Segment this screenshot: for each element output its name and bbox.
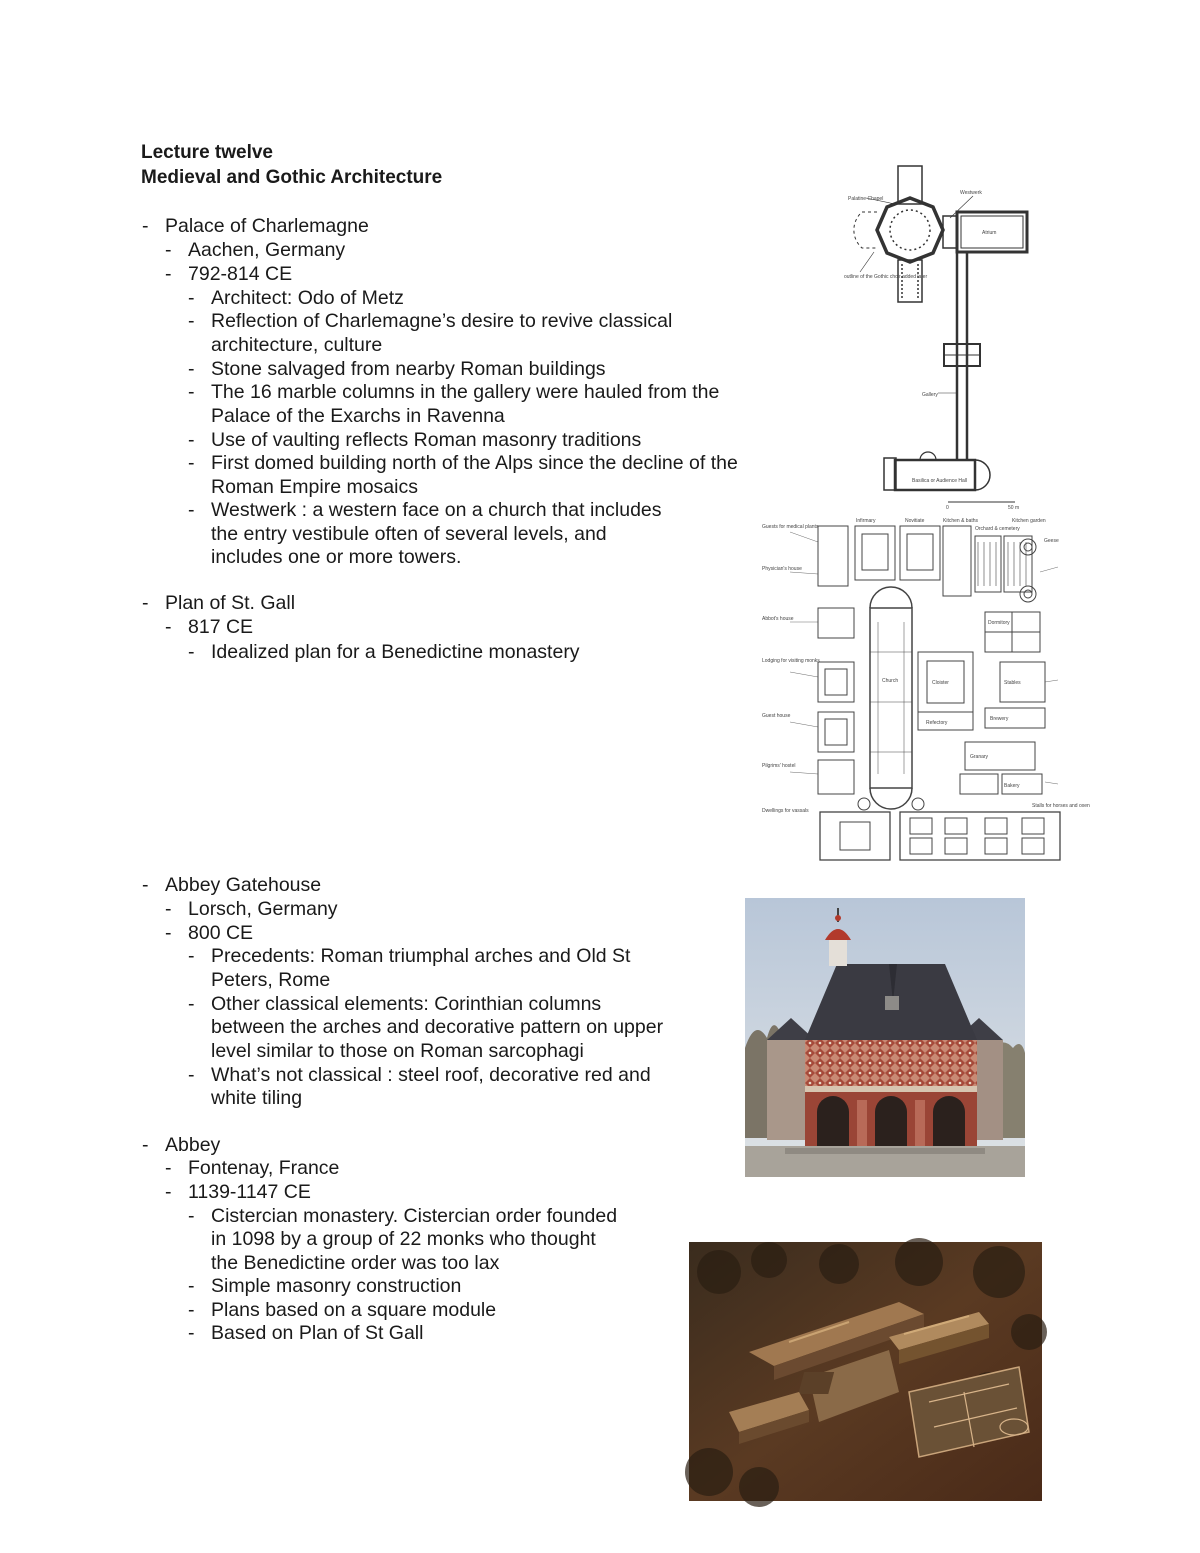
note-continuation: the Benedictine order was too lax	[211, 1252, 500, 1274]
plan-label: Basilica or Audience Hall	[912, 478, 968, 484]
note-continuation: the entry vestibule often of several levels, and	[211, 523, 607, 545]
section-date: - 1139-1147 CE	[165, 1181, 311, 1203]
lorsch-gatehouse-photo	[745, 898, 1025, 1177]
plan-label: Gallery	[922, 392, 938, 398]
plan-label: Guest house	[762, 713, 791, 719]
note-continuation: Peters, Rome	[211, 969, 331, 991]
plan-label: Dwellings for vassals	[762, 808, 809, 814]
plan-label: Orchard & cemetery	[975, 526, 1020, 532]
note-item: - The 16 marble columns in the gallery were hauled from the	[188, 381, 720, 403]
section-location: - Lorsch, Germany	[165, 898, 338, 920]
section-heading: - Abbey Gatehouse	[142, 874, 322, 896]
note-item: - Precedents: Roman triumphal arches and Old St	[188, 945, 631, 967]
note-item: - Simple masonry construction	[188, 1275, 462, 1297]
note-continuation: architecture, culture	[211, 334, 383, 356]
plan-label: Westwerk	[960, 190, 982, 196]
section-date: - 817 CE	[165, 616, 254, 638]
note-continuation: between the arches and decorative pattern on upper	[211, 1016, 664, 1038]
note-continuation: level similar to those on Roman sarcophagi	[211, 1040, 584, 1062]
note-item: - Other classical elements: Corinthian columns	[188, 993, 602, 1015]
plan-label: Geese	[1044, 538, 1059, 544]
plan-label: Abbot's house	[762, 616, 794, 622]
plan-label: Kitchen garden	[1012, 518, 1046, 524]
plan-label: Stables	[1004, 680, 1021, 686]
note-item: - Plans based on a square module	[188, 1299, 497, 1321]
plan-label: Novitiate	[905, 518, 925, 524]
note-item: - Reflection of Charlemagne’s desire to revive classical	[188, 310, 673, 332]
plan-label: 0	[946, 505, 949, 511]
note-continuation: in 1098 by a group of 22 monks who thought	[211, 1228, 596, 1250]
note-continuation: Roman Empire mosaics	[211, 476, 418, 498]
plan-label: Bakery	[1004, 783, 1020, 789]
plan-label: Refectory	[926, 720, 948, 726]
note-item: - Architect: Odo of Metz	[188, 287, 404, 309]
plan-label: Stalls for horses and oxen	[1032, 803, 1090, 809]
note-item: - Westwerk : a western face on a church that includes	[188, 499, 662, 521]
plan-label: Lodging for visiting monks	[762, 658, 820, 664]
note-item: - Cistercian monastery. Cistercian order founded	[188, 1205, 618, 1227]
note-item: - Stone salvaged from nearby Roman buildings	[188, 358, 606, 380]
section-date: - 800 CE	[165, 922, 254, 944]
note-item: - What’s not classical : steel roof, decorative red and	[188, 1064, 651, 1086]
note-continuation: Palace of the Exarchs in Ravenna	[211, 405, 505, 427]
plan-label: Guests for medical plants	[762, 524, 819, 530]
plan-label: Atrium	[982, 230, 997, 236]
plan-label: Dormitory	[988, 620, 1010, 626]
section-heading: - Palace of Charlemagne	[142, 215, 369, 237]
page-subtitle: Medieval and Gothic Architecture	[141, 167, 443, 188]
section-location: - Aachen, Germany	[165, 239, 346, 261]
note-continuation: includes one or more towers.	[211, 546, 462, 568]
aachen-palace-plan	[840, 160, 1050, 510]
section-heading: - Abbey	[142, 1134, 221, 1156]
plan-label: Brewery	[990, 716, 1009, 722]
plan-label: Cloister	[932, 680, 949, 686]
note-item: - Use of vaulting reflects Roman masonry traditions	[188, 429, 642, 451]
plan-label: Infirmary	[856, 518, 876, 524]
note-item: - Idealized plan for a Benedictine monastery	[188, 641, 580, 663]
note-item: - Based on Plan of St Gall	[188, 1322, 424, 1344]
section-location: - Fontenay, France	[165, 1157, 340, 1179]
plan-label: Kitchen & baths	[943, 518, 979, 524]
plan-label: Physician's house	[762, 566, 802, 572]
fontenay-aerial-photo	[689, 1242, 1042, 1501]
page-title: Lecture twelve	[141, 142, 273, 163]
plan-label: outline of the Gothic choir added later	[844, 274, 928, 280]
plan-label: Pilgrims' hostel	[762, 763, 796, 769]
plan-label: Granary	[970, 754, 989, 760]
note-continuation: white tiling	[211, 1087, 303, 1109]
plan-label: 50 m	[1008, 505, 1020, 511]
note-item: - First domed building north of the Alps since the decline of the	[188, 452, 738, 474]
st-gall-plan	[760, 512, 1090, 864]
section-date: - 792-814 CE	[165, 263, 293, 285]
section-heading: - Plan of St. Gall	[142, 592, 296, 614]
plan-label: Church	[882, 678, 899, 684]
plan-label: Palatine Chapel	[848, 196, 884, 202]
